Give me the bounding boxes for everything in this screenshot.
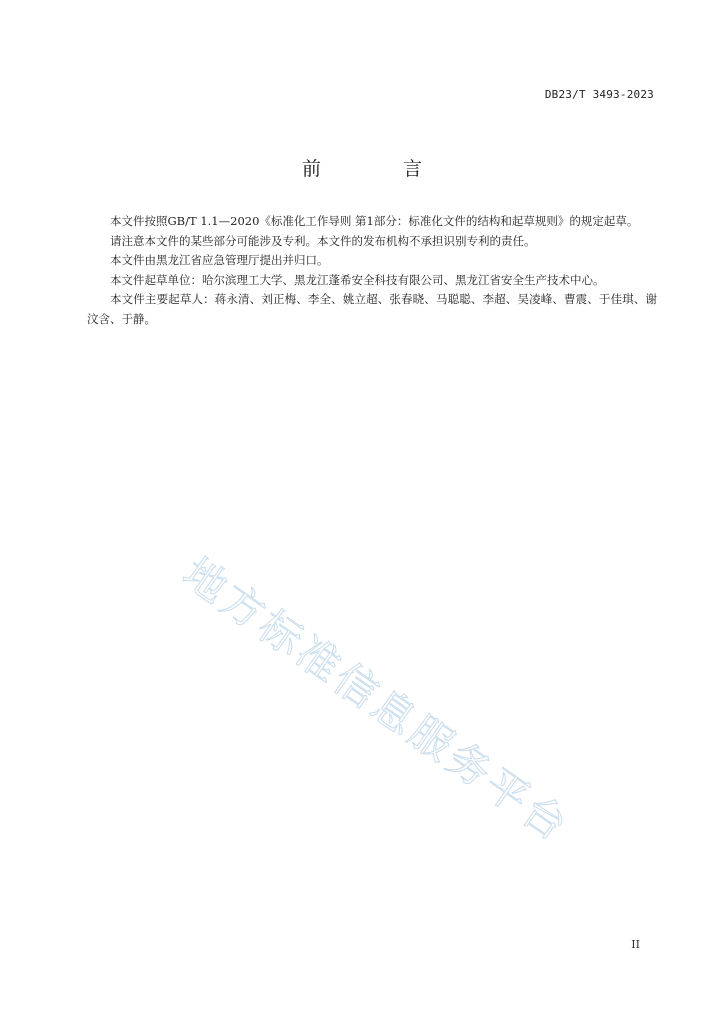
- document-code: DB23/T 3493-2023: [544, 88, 654, 101]
- paragraph-drafting-basis: 本文件按照GB/T 1.1—2020《标准化工作导则 第1部分：标准化文件的结构和起草规则》的规定起草。: [110, 214, 639, 228]
- section-title-foreword: 前 言: [301, 158, 461, 180]
- paragraph-patent-notice: 请注意本文件的某些部分可能涉及专利。本文件的发布机构不承担识别专利的责任。: [110, 233, 536, 248]
- paragraph-drafting-units: 本文件起草单位：哈尔滨理工大学、黑龙江蓬希安全科技有限公司、黑龙江省安全生产技术中心。: [110, 272, 605, 287]
- page-number: II: [631, 938, 640, 951]
- foreword-body: [87, 212, 657, 330]
- platform-watermark: 地方标准信息服务平台: [174, 548, 580, 853]
- paragraph-drafters: 本文件主要起草人：蒋永清、刘正梅、李全、姚立超、张春晓、马聪聪、李超、吴凌峰、曹震、于佳琪、谢汶含、于静。: [87, 292, 657, 326]
- paragraph-proposer: 本文件由黑龙江省应急管理厅提出并归口。: [110, 253, 329, 268]
